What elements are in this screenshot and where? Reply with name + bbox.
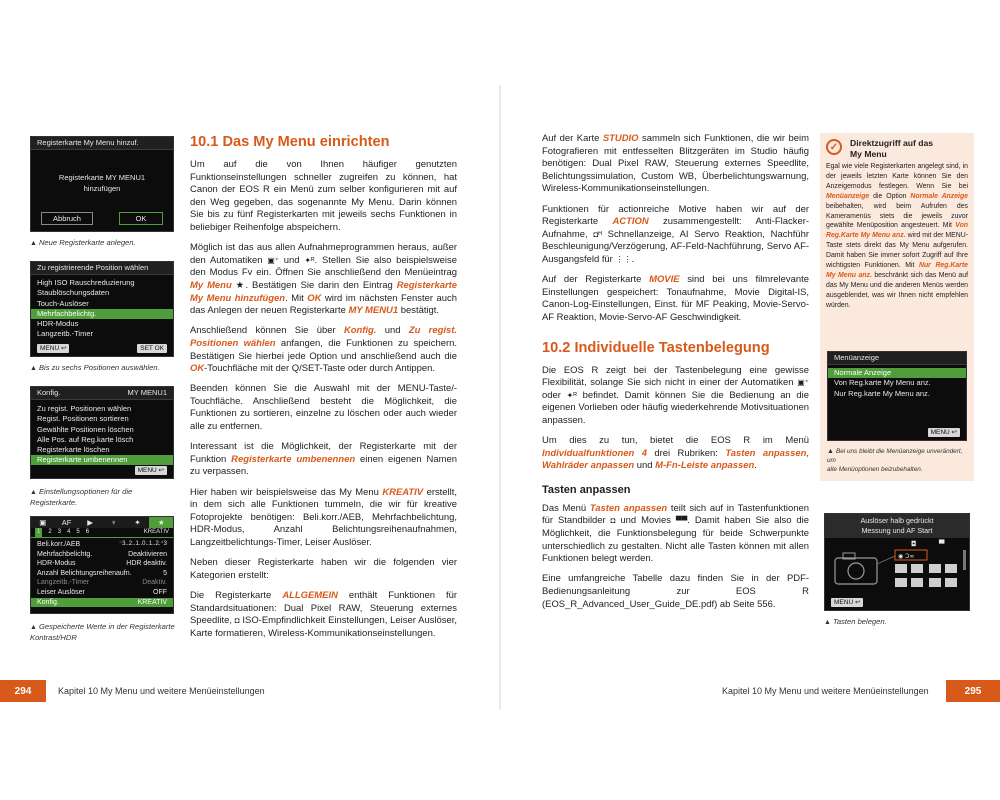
paragraph: Neben dieser Registerkarte haben wir die folgenden vier Kategorien erstellt: [190, 557, 457, 581]
set-ok-chip[interactable]: SET OK [137, 344, 167, 353]
subtab-number[interactable]: 2 [48, 529, 52, 535]
auto-mode-icon: ▣⁺ [267, 255, 280, 265]
screen-title-bar [31, 387, 173, 400]
subheading: Tasten anpassen [542, 483, 631, 496]
screen-title-right: MY MENU1 [127, 388, 167, 397]
left-text-column [190, 133, 457, 648]
tab-playback[interactable]: ▶ [87, 518, 94, 527]
tab-strip [31, 517, 173, 528]
screen-title: Zu registrierende Position wählen [31, 262, 173, 275]
check-icon: ✓ [826, 139, 842, 155]
setting-row[interactable]: Mehrfachbelichtg. Deaktivieren [37, 550, 167, 558]
paragraph: Anschließend können Sie über Konfig. und Zu regist. Positionen wählen anfangen, die Funktionen zu speichern. Bestätigen Sie hierbei jede Option und anschließend auch die OK-Touchfläche mit der Q/SET-Taste oder durch Antippen. [190, 325, 457, 375]
camera-screen-menu-display [827, 351, 967, 441]
camera-icon: ◘ [234, 616, 240, 626]
book-gutter [499, 85, 501, 710]
af-area-icon: ⋮⋮ [615, 254, 632, 264]
paragraph: Funktionen für actionreiche Motive haben wir auf der Registerkarte ACTION zusammengestellt: Anti-Flacker-Aufnahme, ◘ᴴ Schnellanzeige, AI Servo Reaktion, Nachführ Beschleunigung/Verzögerung, AF-Feld-Nachführung, Servo AF-Ausgangsfeld für ⋮⋮. [542, 203, 809, 265]
right-text-column [542, 133, 809, 619]
triangle-icon: ▲ [30, 489, 37, 496]
screen-title: Konfig. [37, 388, 61, 397]
page-number-badge: 295 [946, 680, 1000, 702]
menu-row[interactable]: Von Reg.karte My Menu anz. [834, 378, 931, 388]
paragraph: Hier haben wir beispielsweise das My Menu KREATIV erstellt, in dem sich alle Funktionen tummeln, die wir für kreative Fotoprojekte benötigen: Beli.korr./AEB, Mehrfachbelichtung, HDR-Modus, Anzahl Belichtungsreihenaufnahmen, Langzeitbelichtungs-Timer, Leiser Auslöser. [190, 486, 457, 548]
camera-screen-select-positions [30, 261, 174, 357]
camera-screen-kreativ-tab [30, 516, 174, 614]
setting-row[interactable]: Leiser Auslöser OFF [37, 588, 167, 596]
camera-screen-konfig [30, 386, 174, 479]
menu-row[interactable]: Nur Reg.karte My Menu anz. [834, 388, 930, 398]
tab-shooting[interactable]: ▣ [39, 518, 47, 527]
triangle-icon: ▲ [30, 365, 37, 372]
menu-row[interactable]: Registerkarte löschen [37, 444, 110, 454]
menu-row[interactable]: Touch-Auslöser [37, 298, 89, 308]
menu-row[interactable]: Gewählte Positionen löschen [37, 424, 134, 434]
menu-row[interactable]: Staublöschungsdaten [37, 288, 110, 298]
menu-row-selected[interactable]: Normale Anzeige [828, 368, 966, 378]
setting-row-selected[interactable]: Konfig. KREATIV [31, 598, 173, 608]
paragraph: Die EOS R zeigt bei der Tastenbelegung eine gewisse Flexibilität, solange Sie sich nicht in einer der Automatiken ▣⁺ oder ✦ᴿ befindet. Damit können Sie die Bedienung an die eigenen Vorlieben oder häufig wiederkehrende Motivsituationen anpassen. [542, 364, 810, 426]
tip-sidebox [820, 133, 974, 481]
paragraph: Interessant ist die Möglichkeit, der Registerkarte mit der Funktion Registerkarte umbenennen einen eigenen Namen zu verpassen. [190, 441, 457, 478]
tab-label: KREATIV [143, 529, 169, 535]
paragraph: Auf der Karte STUDIO sammeln sich Funktionen, die wir beim Fotografieren mit entfesselten Blitzgeräten im Studio häufig benötigen: Dual Pixel RAW, Steuerung externes Speedlite, Belichtungssimulation, Custom WB, Überbelichtungswarnung, Wireless-Kommunikationseinstellungen. [542, 133, 809, 195]
auto-mode-icon: ▣⁺ [797, 378, 809, 388]
figure-caption: ▲ Einstellungsoptionen für die Registerkarte. [30, 487, 133, 507]
subtab-number[interactable]: 6 [85, 529, 90, 535]
screen-title: Registerkarte My Menu hinzuf. [31, 137, 173, 150]
paragraph: Beenden können Sie die Auswahl mit der MENU-Taste/-Touchfläche. Anschließend besteht die Möglichkeit, die Funktionen zu sortieren, einzelne zu löschen oder auch wieder alle zu entfernen. [190, 383, 457, 433]
camera-screen-add-tab [30, 136, 174, 232]
section-heading: 10.1 Das My Menu einrichten [190, 134, 390, 150]
paragraph: Möglich ist das aus allen Aufnahmeprogrammen heraus, außer den Automatiken ▣⁺ und ✦ᴿ. Stellen Sie also beispielsweise den Modus Fv ein. Öffnen Sie anschließend den Menüeintrag My Menu ★. Bestätigen Sie darin den Eintrag Registerkarte My Menu hinzufügen. Mit OK wird im nächsten Fenster auch das Anlegen der neuen Registerkarte MY MENU1 bestätigt. [190, 242, 458, 317]
figure-caption: ▲ Bei uns bleibt die Menüanzeige unverändert, um alle Menüoptionen beizubehalten. [827, 448, 963, 473]
quick-view-icon: ◘ᴴ [593, 229, 602, 239]
subtab-number[interactable]: 3 [57, 529, 62, 535]
figure-caption: ▲ Bis zu sechs Positionen auswählen. [30, 363, 160, 372]
running-footer: Kapitel 10 My Menu und weitere Menüeinstellungen [722, 686, 929, 696]
camera-icon: ◘ [610, 516, 616, 526]
menu-back-chip[interactable]: MENU ↩ [831, 598, 863, 607]
setting-row[interactable]: HDR-Modus HDR deaktiv. [37, 560, 167, 568]
paragraph: Eine umfangreiche Tabelle dazu finden Sie in der PDF-Bedienungsanleitung zur EOS R (EOS_R_Advanced_User_Guide_DE.pdf) ab Seite 556. [542, 573, 809, 610]
paragraph: Die Registerkarte ALLGEMEIN enthält Funktionen für Standardsituationen: Dual Pixel RAW, Steuerung externes Speedlite, ◘ ISO-Empfindlichkeit Einstellungen, Leiser Auslöser, Karte formatieren, Wireless-Kommunikationseinstellungen. [190, 589, 457, 639]
screen-body-line: hinzufügen [83, 184, 121, 194]
subtab-number[interactable]: 1 [37, 529, 41, 535]
figure-caption: ▲ Gespeicherte Werte in der Registerkarte Kontrast/HDR [30, 622, 175, 642]
menu-row[interactable]: Regist. Positionen sortieren [37, 414, 129, 424]
triangle-icon: ▲ [827, 448, 834, 455]
menu-row[interactable]: Zu regist. Positionen wählen [37, 404, 132, 414]
menu-row[interactable]: Langzeitb.-Timer [37, 329, 93, 339]
page-number-badge: 294 [0, 680, 46, 702]
paragraph: Auf der Registerkarte MOVIE sind bei uns filmrelevante Einstellungen gespeichert: Tonaufnahme, Movie Digital-IS, Canon-Log-Einstellungen, Einst. für MF Peaking, Movie-Servo-AF Reaktion, Movie-Servo-AF Geschwindigkeit. [542, 274, 809, 323]
menu-back-chip[interactable]: MENU ↩ [928, 428, 960, 437]
scene-mode-icon: ✦ᴿ [566, 390, 577, 400]
subtab-number[interactable]: 4 [67, 529, 71, 535]
ok-button[interactable]: OK [119, 212, 163, 225]
menu-row-selected[interactable]: Mehrfachbelichtg. [31, 309, 173, 319]
screen-body-line: Registerkarte MY MENU1 [58, 173, 146, 183]
scene-mode-icon: ✦ᴿ [304, 255, 315, 265]
cancel-button[interactable]: Abbruch [41, 212, 93, 225]
figure-caption: ▲ Neue Registerkarte anlegen. [30, 238, 136, 247]
svg-text:▀: ▀ [939, 540, 945, 548]
paragraph: Das Menü Tasten anpassen teilt sich auf in Tastenfunktionen für Standbilder ◘ und Movies ▀▀. Damit haben Sie also die Möglichkeit, die Funktionsbelegung für beide Schwerpunkte unterschiedlich zu gestalten. Nicht alle Tasten können mit allen Funktionen belegt werden. [542, 502, 809, 565]
top-margin [0, 0, 1000, 90]
subtab-strip [31, 528, 173, 538]
subtab-number[interactable]: 5 [76, 529, 80, 535]
paragraph: Um auf die von Ihnen häufiger genutzten Funktionseinstellungen schneller zugreifen zu können, hat Canon der EOS R ein Menü zum selber konfigurieren mit auf den Weg gegeben, das sogenannte My Menu. Darin können Sie bis zu fünf Registerkarten mit jeweils sechs Funktionen in beliebiger Reihenfolge abspeichern. [190, 159, 457, 233]
menu-back-chip[interactable]: MENU ↩ [135, 466, 167, 475]
setting-row[interactable]: Langzeitb.-Timer Deaktiv. [37, 579, 167, 587]
svg-text:◘: ◘ [911, 540, 917, 548]
tab-custom[interactable]: ✦ [134, 518, 141, 527]
setting-row[interactable]: Beli.korr./AEB ⁻3..2..1..0..1..2.⁺3 [37, 541, 167, 548]
menu-row[interactable]: High ISO Rauschreduzierung [37, 278, 135, 288]
tab-af[interactable]: AF [61, 518, 72, 527]
screen-title: Menüanzeige [828, 352, 966, 365]
triangle-icon: ▲ [30, 624, 37, 631]
menu-row[interactable]: HDR-Modus [37, 318, 79, 328]
screen-title-line: Messung und AF Start [861, 526, 933, 535]
running-footer: Kapitel 10 My Menu und weitere Menüeinstellungen [58, 686, 265, 696]
figure-caption: ▲ Tasten belegen. [824, 617, 887, 626]
sidebox-text: Egal wie viele Registerkarten angelegt sind, in der jeweils letzten Karte können Sie den Anzeigemodus festlegen. Wenn Sie bei Menüanzeige die Option Normale Anzeige beibehalten, wird beim Aufrufen des Kameramenüs stets die jeweils zuvor gewählte Menüposition angesteuert. Mit Von Reg.Karte My Menu anz. wird mit der MENU-Taste stets direkt das My Menu aufgerufen. Damit haben Sie immer sofort Zugriff auf Ihre wichtigsten Funktionen. Mit Nur Reg.Karte My Menu anz. beschränkt sich das Menü auf das My Menu und die anderen Menüs werden ausgeblendet, was wir Ihnen nicht empfehlen würden. [826, 163, 969, 309]
menu-back-chip[interactable]: MENU ↩ [37, 344, 69, 353]
menu-row-selected[interactable]: Registerkarte umbenennen [31, 455, 173, 465]
triangle-icon: ▲ [824, 619, 831, 626]
tab-setup[interactable]: ♆ [111, 518, 117, 527]
tab-my-menu[interactable]: ★ [149, 517, 173, 528]
setting-row[interactable]: Anzahl Belichtungsreihenaufn. 5 [37, 569, 167, 577]
section-heading: 10.2 Individuelle Tastenbelegung [542, 339, 770, 356]
camera-screen-button-assign [824, 513, 970, 611]
screen-title-line: Auslöser halb gedrückt [860, 516, 934, 525]
svg-text:◉ Ↄ∞: ◉ Ↄ∞ [898, 553, 915, 560]
sidebox-title: Direktzugriff auf das My Menu [850, 138, 934, 159]
triangle-icon: ▲ [30, 240, 37, 247]
camera-body-diagram [825, 538, 969, 598]
paragraph: Um dies zu tun, bietet die EOS R im Menü Individualfunktionen 4 drei Rubriken: Tasten anpassen, Wahlräder anpassen und M-Fn-Leiste anpassen. [542, 435, 809, 472]
movie-icon: ▀▀ [675, 516, 688, 526]
menu-row[interactable]: Alle Pos. auf Reg.karte lösch [37, 434, 134, 444]
